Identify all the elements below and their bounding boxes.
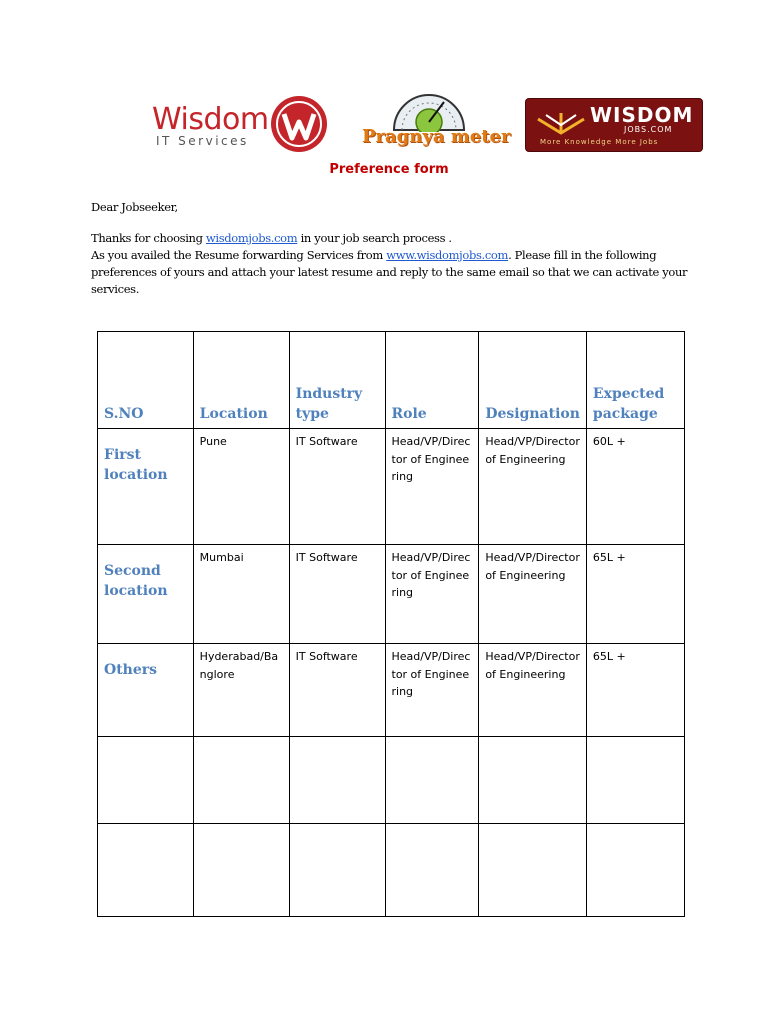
table-row — [98, 644, 685, 737]
preferences-table — [97, 331, 685, 917]
cell-package[interactable]: 65L + — [586, 644, 684, 737]
cell-industry[interactable]: IT Software — [289, 644, 385, 737]
row-label — [98, 737, 194, 824]
wisdom-logo-word: Wisdom — [152, 102, 269, 137]
row-label — [98, 824, 194, 917]
table-row — [98, 545, 685, 644]
cell-role[interactable] — [385, 737, 479, 824]
greeting: Dear Jobseeker, — [91, 200, 178, 214]
wisdom-jobs-name: WISDOM — [590, 103, 694, 127]
pragnya-logo-text: Pragnya meter — [362, 126, 511, 147]
cell-location[interactable] — [193, 824, 289, 917]
wisdom-logo-sub: IT Services — [156, 134, 249, 148]
cell-location[interactable]: Hyderabad/Banglore — [193, 644, 289, 737]
www-wisdomjobs-link[interactable]: www.wisdomjobs.com — [386, 248, 509, 262]
book-emblem-icon — [536, 107, 586, 137]
cell-industry[interactable] — [289, 737, 385, 824]
cell-designation[interactable]: Head/VP/Director of Engineering — [479, 545, 587, 644]
table-header-row — [98, 332, 685, 429]
cell-industry[interactable] — [289, 824, 385, 917]
cell-package[interactable]: 60L + — [586, 429, 684, 545]
intro-text: Thanks for choosing — [91, 231, 206, 245]
cell-designation[interactable] — [479, 824, 587, 917]
header-designation: Designation — [479, 332, 587, 429]
logo-bar — [0, 88, 768, 160]
cell-designation[interactable]: Head/VP/Director of Engineering — [479, 429, 587, 545]
intro-text: . Please fill in the following preferences of yours and attach your latest resume and reply to the same email so that we can activate your services. — [91, 248, 688, 296]
cell-designation[interactable]: Head/VP/Director of Engineering — [479, 644, 587, 737]
wisdom-jobs-sub: JOBS.COM — [624, 125, 673, 134]
cell-package[interactable] — [586, 737, 684, 824]
row-label: First location — [98, 429, 194, 545]
header-location: Location — [193, 332, 289, 429]
pragnya-meter-logo — [358, 92, 511, 154]
intro-text: As you availed the Resume forwarding Services from — [91, 248, 387, 262]
header-role: Role — [385, 332, 479, 429]
cell-role[interactable]: Head/VP/Director of Engineering — [385, 429, 479, 545]
cell-package[interactable] — [586, 824, 684, 917]
cell-role[interactable]: Head/VP/Director of Engineering — [385, 644, 479, 737]
cell-industry[interactable]: IT Software — [289, 429, 385, 545]
cell-location[interactable]: Pune — [193, 429, 289, 545]
intro-paragraph — [91, 230, 691, 298]
cell-role[interactable] — [385, 824, 479, 917]
cell-role[interactable]: Head/VP/Director of Engineering — [385, 545, 479, 644]
cell-location[interactable]: Mumbai — [193, 545, 289, 644]
table-row — [98, 824, 685, 917]
row-label: Second location — [98, 545, 194, 644]
header-sno: S.NO — [98, 332, 194, 429]
row-label: Others — [98, 644, 194, 737]
table-row — [98, 737, 685, 824]
wisdom-jobs-tagline: More Knowledge More Jobs — [540, 138, 659, 146]
wisdom-jobs-logo — [525, 98, 703, 152]
table-row — [98, 429, 685, 545]
wisdom-it-services-logo — [152, 94, 330, 158]
cell-industry[interactable]: IT Software — [289, 545, 385, 644]
cell-location[interactable] — [193, 737, 289, 824]
cell-designation[interactable] — [479, 737, 587, 824]
wisdomjobs-link[interactable]: wisdomjobs.com — [205, 231, 298, 245]
header-expected-package: Expected package — [586, 332, 684, 429]
wisdom-emblem-icon — [270, 94, 328, 154]
header-industry-type: Industry type — [289, 332, 385, 429]
page-title: Preference form — [329, 162, 449, 177]
intro-text: in your job search process . — [297, 231, 452, 245]
cell-package[interactable]: 65L + — [586, 545, 684, 644]
